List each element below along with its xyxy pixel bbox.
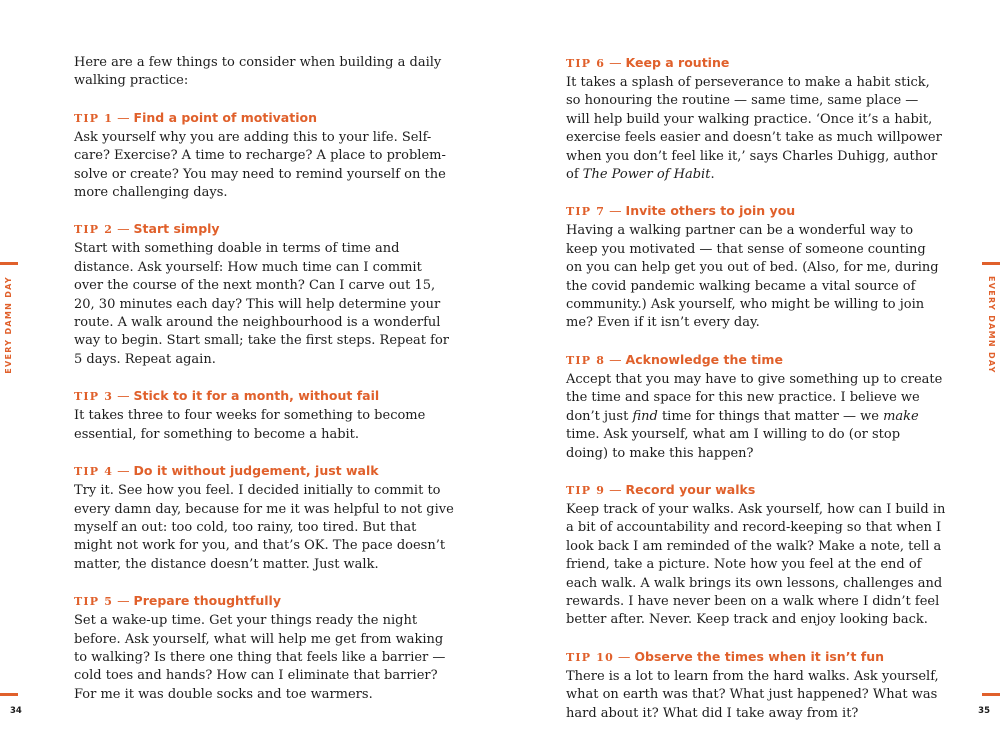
tip-body: Set a wake-up time. Get your things ready the night before. Ask yourself, what will help me get from waking to walking? Is there one thing that feels like a barrier — cold toes and hands? How can I eliminate that barrier? For me it was double socks and toe warmers. [74,613,446,702]
tip-number: TIP 7 [566,205,606,219]
running-head-right: EVERY DAMN DAY [987,276,996,374]
tip-title: Observe the times when it isn’t fun [634,648,885,664]
tip-1: TIP 1 — Find a point of motivation Ask yourself why you are adding this to your life. Self-care? Exercise? A time to recharge? A place to problem-solve or create? You may need to remind yourself on the more challenging days. [74,109,454,203]
tip-title: Start simply [133,221,220,237]
tip-body: Start with something doable in terms of time and distance. Ask yourself: How much time can I commit over the course of the next month? Can I carve out 15, 20, 30 minutes each day? This will help determine your route. A walk around the neighbourhood is a wonderful way to begin. Start small; take the first steps. Repeat for 5 days. Repeat again. [74,241,450,367]
tip-number: TIP 10 [566,650,614,664]
tip-10: TIP 10 — Observe the times when it isn’t fun There is a lot to learn from the hard walks. Ask yourself, what on earth was that? What just happened? What was hard about it? What did I take away from it? [566,648,946,723]
tip-title: Prepare thoughtfully [133,593,281,609]
tip-4: TIP 4 — Do it without judgement, just walk Try it. See how you feel. I decided initially to commit to every damn day, because for me it was helpful to not give myself an out: too cold, too rainy, too tired. But that might not work for you, and that’s OK. The pace doesn’t matter, the distance doesn’t matter. Just walk. [74,462,454,574]
left-column [74,54,454,704]
emphasis-make: make [883,408,919,424]
tip-body: Having a walking partner can be a wonderful way to keep you motivated — that sense of someone counting on you can help get you out of bed. (Also, for me, during the covid pandemic walking became a vital source of community.) Ask yourself, who might be willing to join me? Even if it isn’t every day. [566,223,939,331]
tip-3: TIP 3 — Stick to it for a month, without fail It takes three to four weeks for something to become essential, for something to become a habit. [74,387,454,444]
folio-marker [982,693,1000,696]
tip-number: TIP 6 [566,57,606,70]
folio-marker [0,693,18,696]
tip-number: TIP 3 [74,390,114,404]
tip-body: Accept that you may have to give something up to create the time and space for this new practice. I believe we don’t just find time for things that matter — we make time. Ask yourself, what am I willing to do (or stop doing) to make this happen? [566,371,943,461]
tip-9: TIP 9 — Record your walks Keep track of your walks. Ask yourself, how can I build in a bit of accountability and record-keeping so that when I look back I am reminded of the walk? Make a note, tell a friend, take a picture. Note how you feel at the end of each walk. A walk brings its own lessons, challenges and rewards. I have never been on a walk where I didn’t feel better after. Never. Keep track and enjoy looking back. [566,481,946,630]
tip-7: TIP 7 — Invite others to join you Having a walking partner can be a wonderful way to keep you motivated — that sense of someone counting on you can help get you out of bed. (Also, for me, during the covid pandemic walking became a vital source of community.) Ask yourself, who might be willing to join me? Even if it isn’t every day. [566,202,946,332]
tip-body: Ask yourself why you are adding this to your life. Self-care? Exercise? A time to recharge? A place to problem-solve or create? You may need to remind yourself on the more challenging days. [74,129,446,201]
tip-number: TIP 4 [74,465,114,479]
tip-title: Record your walks [625,481,756,497]
tip-5: TIP 5 — Prepare thoughtfully Set a wake-up time. Get your things ready the night before. Ask yourself, what will help me get from waking to walking? Is there one thing that feels like a barrier — cold toes and hands? How can I eliminate that barrier? For me it was double socks and toe warmers. [74,592,454,704]
tip-body: It takes a splash of perseverance to make a habit stick, so honouring the routine — same time, same place — will help build your walking practice. ‘Once it’s a habit, exercise feels easier and doesn’t take as much willpower when you don’t feel like it,’ says Charles Duhigg, author of The Power of Habit. [566,75,942,183]
tip-body: There is a lot to learn from the hard walks. Ask yourself, what on earth was that? What just happened? What was hard about it? What did I take away from it? [566,668,939,721]
running-head-left: EVERY DAMN DAY [4,276,13,374]
tip-number: TIP 9 [566,483,606,497]
tip-body: It takes three to four weeks for something to become essential, for something to become a habit. [74,408,426,442]
page-number: 34 [10,706,22,716]
book-title: The Power of Habit [582,167,711,183]
tip-6: TIP 6 — Keep a routine It takes a splash of perseverance to make a habit stick, so honouring the routine — same time, same place — will help build your walking practice. ‘Once it’s a habit, exercise feels easier and doesn’t take as much willpower when you don’t feel like it,’ says Charles Duhigg, author of The Power of Habit. [566,54,946,184]
emphasis-find: find [632,408,658,424]
tip-title: Acknowledge the time [625,351,783,367]
tip-number: TIP 2 [74,223,114,237]
intro-paragraph: Here are a few things to consider when building a daily walking practice: [74,55,442,89]
tip-2: TIP 2 — Start simply Start with something doable in terms of time and distance. Ask yourself: How much time can I commit over the course of the next month? Can I carve out 15, 20, 30 minutes each day? This will help determine your route. A walk around the neighbourhood is a wonderful way to begin. Start small; take the first steps. Repeat for 5 days. Repeat again. [74,220,454,369]
tip-body: Keep track of your walks. Ask yourself, how can I build in a bit of accountability and record-keeping so that when I look back I am reminded of the walk? Make a note, tell a friend, take a picture. Note how you feel at the end of each walk. A walk brings its own lessons, challenges and rewards. I have never been on a walk where I didn’t feel better after. Never. Keep track and enjoy looking back. [566,501,946,628]
page-number: 35 [978,706,990,716]
tip-title: Invite others to join you [625,203,796,219]
right-column [566,54,946,723]
tip-title: Keep a routine [625,55,730,70]
tip-title: Find a point of motivation [133,109,317,125]
tip-number: TIP 1 [74,111,114,125]
tip-title: Do it without judgement, just walk [133,463,379,479]
side-tab-marker [982,262,1000,265]
side-tab-marker [0,262,18,265]
tip-title: Stick to it for a month, without fail [133,388,380,404]
tip-number: TIP 5 [74,595,114,609]
tip-number: TIP 8 [566,353,606,367]
right-page [500,0,1000,740]
tip-body: Try it. See how you feel. I decided initially to commit to every damn day, because for me it was helpful to not give myself an out: too cold, too rainy, too tired. But that might not work for you, and that’s OK. The pace doesn’t matter, the distance doesn’t matter. Just walk. [74,483,454,572]
tip-8: TIP 8 — Acknowledge the time Accept that you may have to give something up to create the time and space for this new practice. I believe we don’t just find time for things that matter — we make time. Ask yourself, what am I willing to do (or stop doing) to make this happen? [566,351,946,463]
